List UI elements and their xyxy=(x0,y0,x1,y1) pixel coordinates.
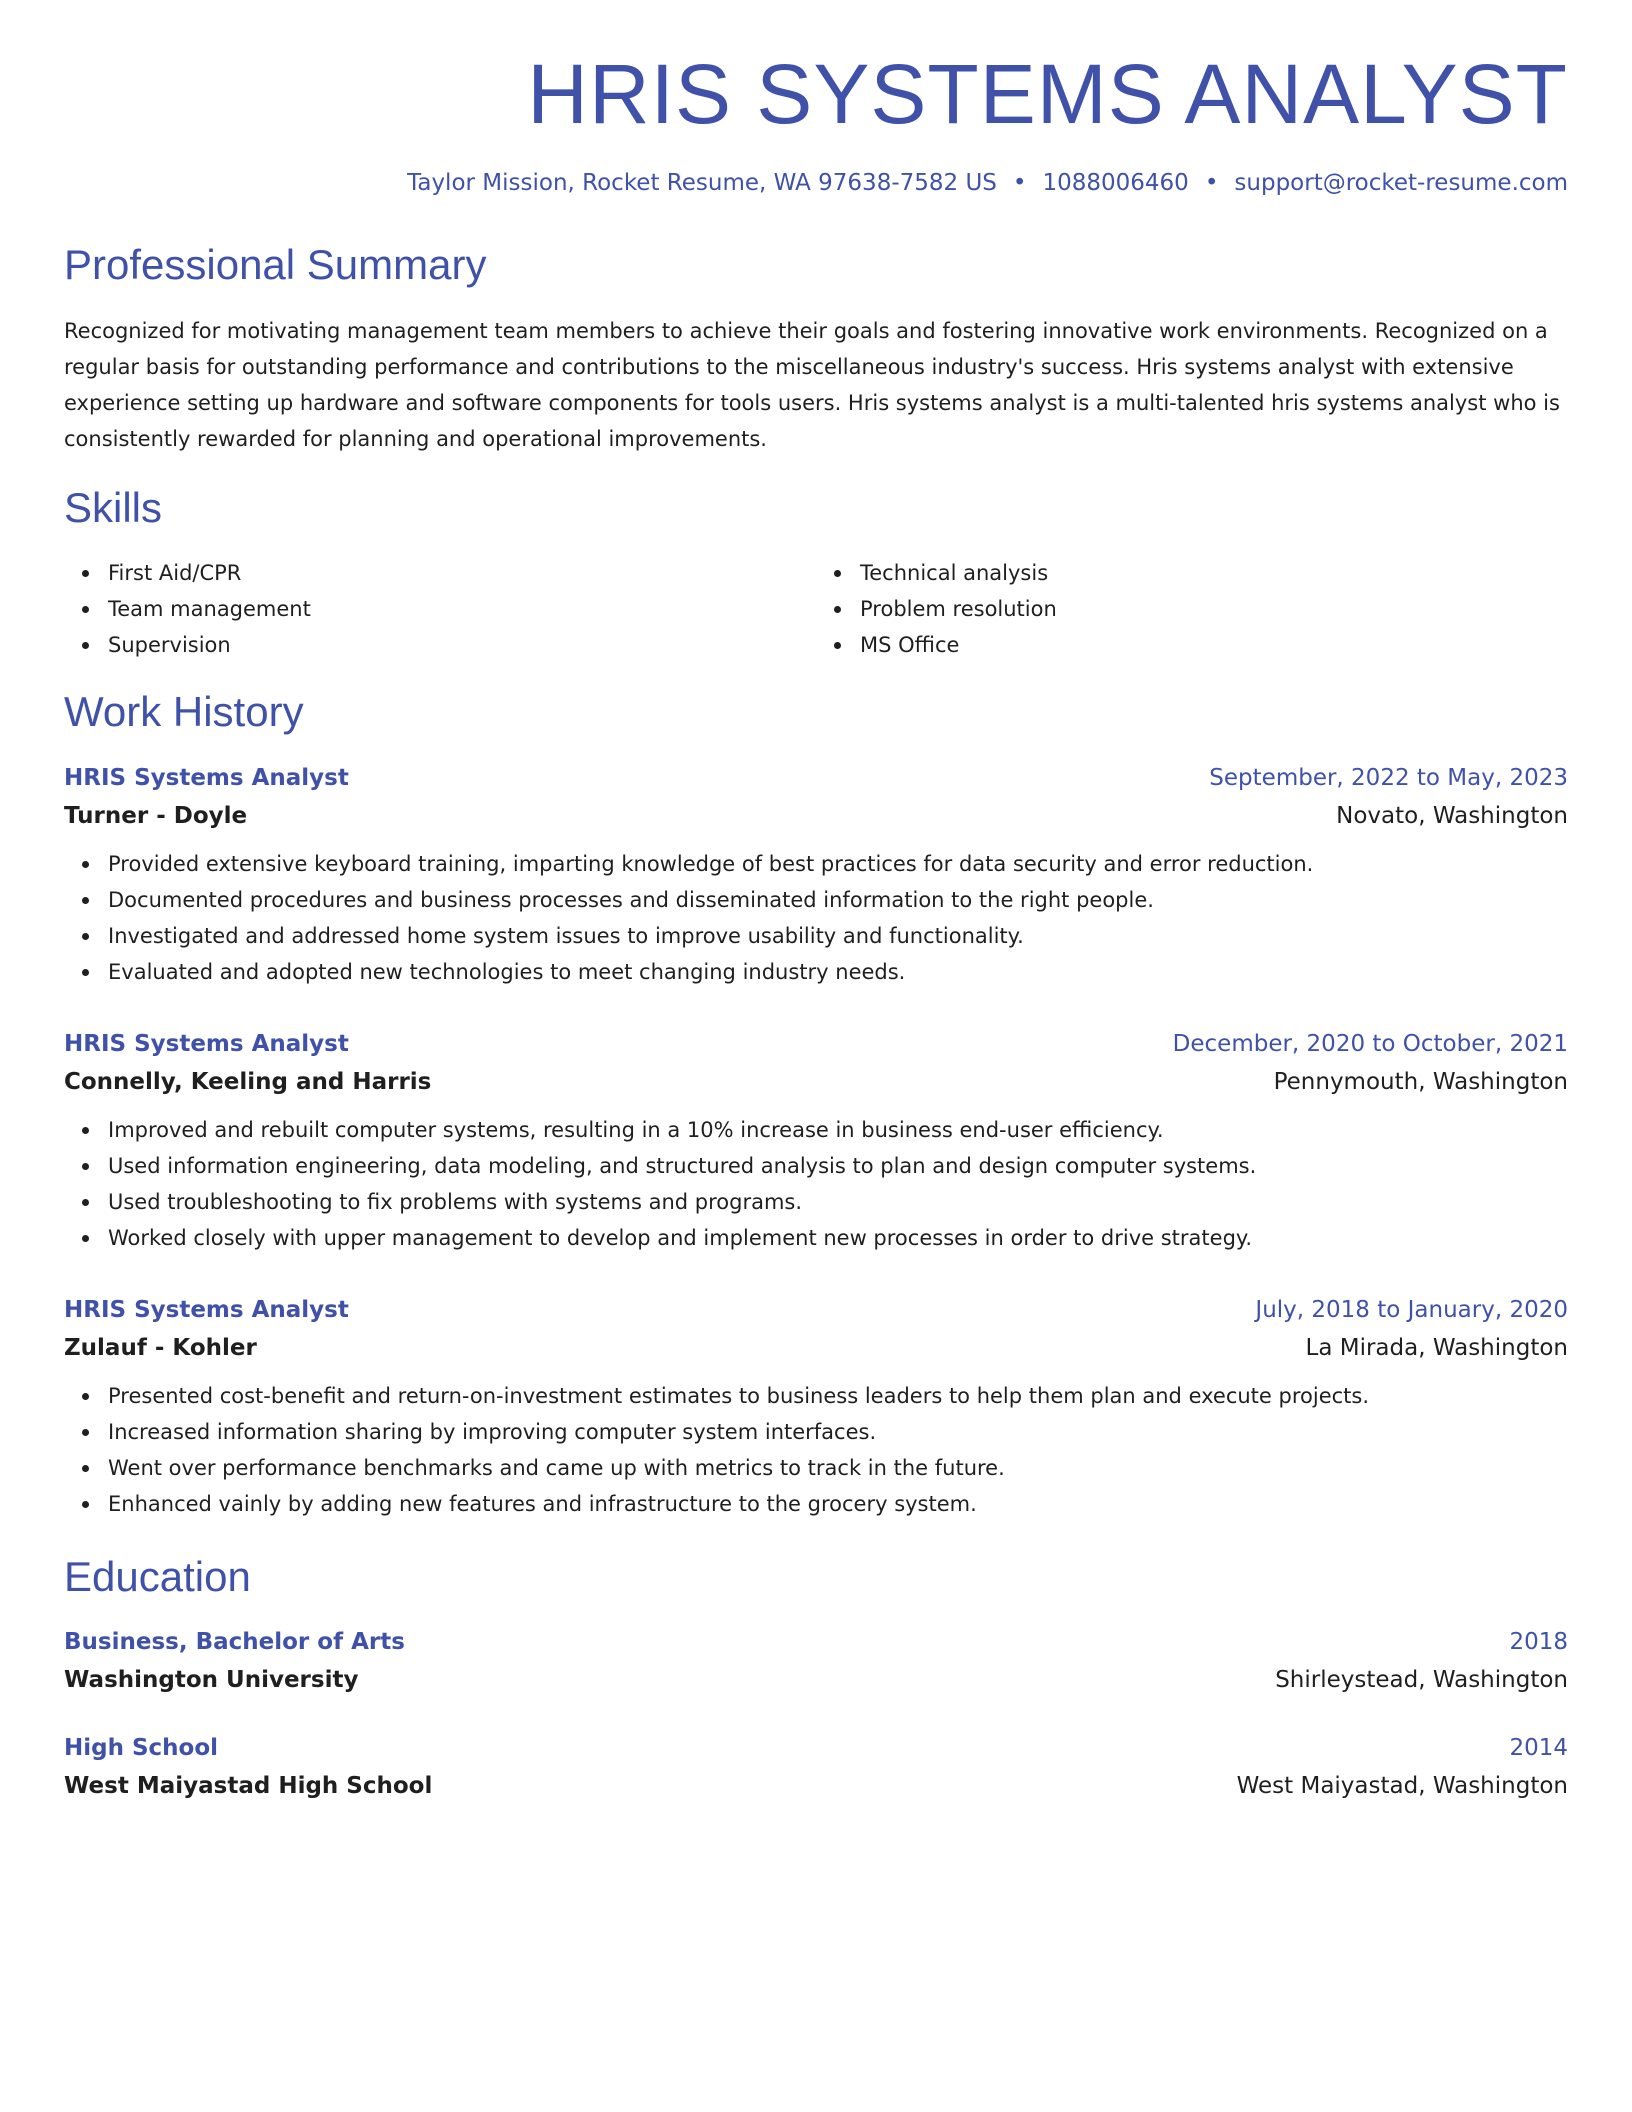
education-section xyxy=(64,1552,1568,1806)
job-company: Connelly, Keeling and Harris xyxy=(64,1068,432,1095)
skills-list-right xyxy=(816,555,1568,663)
section-title-summary: Professional Summary xyxy=(64,241,487,289)
section-title-skills: Skills xyxy=(64,483,163,531)
job-header-row xyxy=(64,1026,1568,1062)
skills-list-left xyxy=(64,555,816,663)
job-bullet: Increased information sharing by improving computer system interfaces. xyxy=(108,1414,1568,1450)
education-header-row xyxy=(64,1624,1568,1660)
education-school-row xyxy=(64,1660,1568,1700)
professional-summary-section xyxy=(64,240,1568,456)
contact-address: Taylor Mission, Rocket Resume, WA 97638-7582 US xyxy=(407,170,997,197)
section-title-work: Work History xyxy=(64,688,304,736)
job-bullet: Documented procedures and business processes and disseminated information to the right people. xyxy=(108,882,1568,918)
job-bullets xyxy=(64,846,1568,990)
section-title-education: Education xyxy=(64,1552,251,1600)
job-company-row xyxy=(64,1062,1568,1102)
contact-phone: 1088006460 xyxy=(1042,170,1189,197)
contact-email: support@rocket-resume.com xyxy=(1234,170,1568,197)
summary-text: Recognized for motivating management team members to achieve their goals and fostering innovative work environments. Recognized on a regular basis for outstanding performance and contributions to the miscellaneous industry's success. Hris systems analyst with extensive experience setting up hardware and software components for tools users. Hris systems analyst is a multi-talented hris systems analyst who is consistently rewarded for planning and operational improvements. xyxy=(64,318,1560,451)
job-company: Turner - Doyle xyxy=(64,802,248,829)
contact-separator: • xyxy=(1204,170,1219,197)
job-location: Novato, Washington xyxy=(1336,802,1568,829)
work-history-section xyxy=(64,687,1568,1521)
job-company-row xyxy=(64,796,1568,836)
education-header-row xyxy=(64,1730,1568,1766)
job-role: HRIS Systems Analyst xyxy=(64,1296,349,1323)
job-entry xyxy=(64,1292,1568,1522)
job-bullet: Presented cost-benefit and return-on-investment estimates to business leaders to help them plan and execute projects. xyxy=(108,1378,1568,1414)
job-bullet: Went over performance benchmarks and came up with metrics to track in the future. xyxy=(108,1450,1568,1486)
job-header-row xyxy=(64,760,1568,796)
skill-item: MS Office xyxy=(860,627,1568,663)
job-header-row xyxy=(64,1292,1568,1328)
job-dates: December, 2020 to October, 2021 xyxy=(1172,1030,1568,1057)
job-dates: September, 2022 to May, 2023 xyxy=(1209,764,1568,791)
job-bullets xyxy=(64,1112,1568,1256)
job-bullet: Used troubleshooting to fix problems with systems and programs. xyxy=(108,1184,1568,1220)
education-school: West Maiyastad High School xyxy=(64,1772,433,1799)
contact-line xyxy=(64,170,1568,196)
job-bullet: Improved and rebuilt computer systems, resulting in a 10% increase in business end-user efficiency. xyxy=(108,1112,1568,1148)
job-entry xyxy=(64,760,1568,990)
education-year: 2018 xyxy=(1509,1628,1568,1655)
skill-item: Team management xyxy=(108,591,816,627)
education-entry xyxy=(64,1730,1568,1806)
skills-section xyxy=(64,483,1568,663)
job-bullet: Investigated and addressed home system issues to improve usability and functionality. xyxy=(108,918,1568,954)
job-location: Pennymouth, Washington xyxy=(1273,1068,1568,1095)
education-location: West Maiyastad, Washington xyxy=(1236,1772,1568,1799)
candidate-title: HRIS SYSTEMS ANALYST xyxy=(527,47,1568,141)
job-entry xyxy=(64,1026,1568,1256)
education-degree: Business, Bachelor of Arts xyxy=(64,1628,405,1655)
job-bullet: Used information engineering, data modeling, and structured analysis to plan and design computer systems. xyxy=(108,1148,1568,1184)
job-bullet: Evaluated and adopted new technologies to meet changing industry needs. xyxy=(108,954,1568,990)
job-company: Zulauf - Kohler xyxy=(64,1334,257,1361)
contact-separator: • xyxy=(1012,170,1027,197)
education-degree: High School xyxy=(64,1734,219,1761)
education-year: 2014 xyxy=(1509,1734,1568,1761)
job-dates: July, 2018 to January, 2020 xyxy=(1255,1296,1568,1323)
job-bullets xyxy=(64,1378,1568,1522)
job-bullet: Worked closely with upper management to develop and implement new processes in order to drive strategy. xyxy=(108,1220,1568,1256)
job-bullet: Provided extensive keyboard training, imparting knowledge of best practices for data security and error reduction. xyxy=(108,846,1568,882)
job-company-row xyxy=(64,1328,1568,1368)
job-location: La Mirada, Washington xyxy=(1305,1334,1568,1361)
education-entry xyxy=(64,1624,1568,1700)
skill-item: Problem resolution xyxy=(860,591,1568,627)
resume-header xyxy=(64,48,1568,196)
job-role: HRIS Systems Analyst xyxy=(64,764,349,791)
education-location: Shirleystead, Washington xyxy=(1275,1666,1568,1693)
skill-item: Supervision xyxy=(108,627,816,663)
education-school: Washington University xyxy=(64,1666,359,1693)
job-bullet: Enhanced vainly by adding new features and infrastructure to the grocery system. xyxy=(108,1486,1568,1522)
education-school-row xyxy=(64,1766,1568,1806)
skill-item: Technical analysis xyxy=(860,555,1568,591)
skill-item: First Aid/CPR xyxy=(108,555,816,591)
job-role: HRIS Systems Analyst xyxy=(64,1030,349,1057)
skills-grid xyxy=(64,555,1568,663)
